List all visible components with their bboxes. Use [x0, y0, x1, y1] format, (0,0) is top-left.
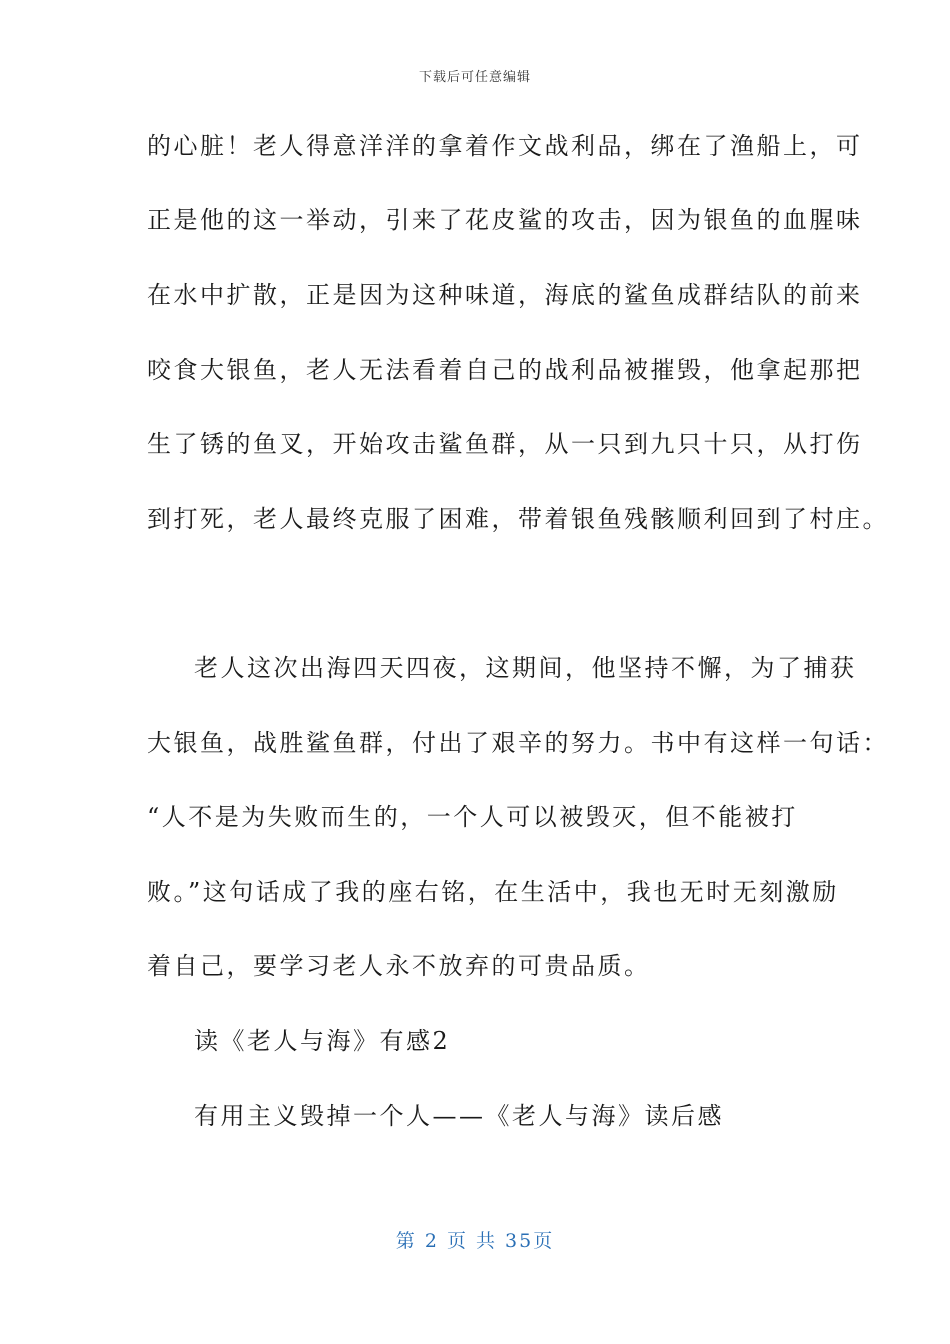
paragraph-line: 咬食大银鱼，老人无法看着自己的战利品被摧毁，他拿起那把 — [147, 356, 863, 384]
page-header: 下载后可任意编辑 — [418, 70, 531, 85]
paragraph-line: 老人这次出海四天四夜，这期间，他坚持不懈，为了捕获 — [194, 654, 857, 682]
paragraph-line: 败。”这句话成了我的座右铭，在生活中，我也无时无刻激励 — [147, 878, 839, 906]
paragraph-line: 的心脏！老人得意洋洋的拿着作文战利品，绑在了渔船上，可 — [147, 132, 863, 160]
paragraph-line: “人不是为失败而生的，一个人可以被毁灭，但不能被打 — [147, 803, 798, 831]
paragraph-line: 大银鱼，战胜鲨鱼群，付出了艰辛的努力。书中有这样一句话： — [147, 729, 889, 757]
heading-line: 读《老人与海》有感2 — [194, 1027, 451, 1055]
subtitle-line: 有用主义毁掉一个人——《老人与海》读后感 — [194, 1102, 724, 1130]
paragraph-line: 正是他的这一举动，引来了花皮鲨的攻击，因为银鱼的血腥味 — [147, 206, 863, 234]
paragraph-line: 着自己，要学习老人永不放弃的可贵品质。 — [147, 952, 651, 980]
page-number-footer: 第 2 页 共 35页 — [395, 1230, 555, 1252]
paragraph-line: 在水中扩散，正是因为这种味道，海底的鲨鱼成群结队的前来 — [147, 281, 863, 309]
paragraph-line: 到打死，老人最终克服了困难，带着银鱼残骸顺利回到了村庄。 — [147, 505, 889, 533]
paragraph-line: 生了锈的鱼叉，开始攻击鲨鱼群，从一只到九只十只，从打伤 — [147, 430, 863, 458]
